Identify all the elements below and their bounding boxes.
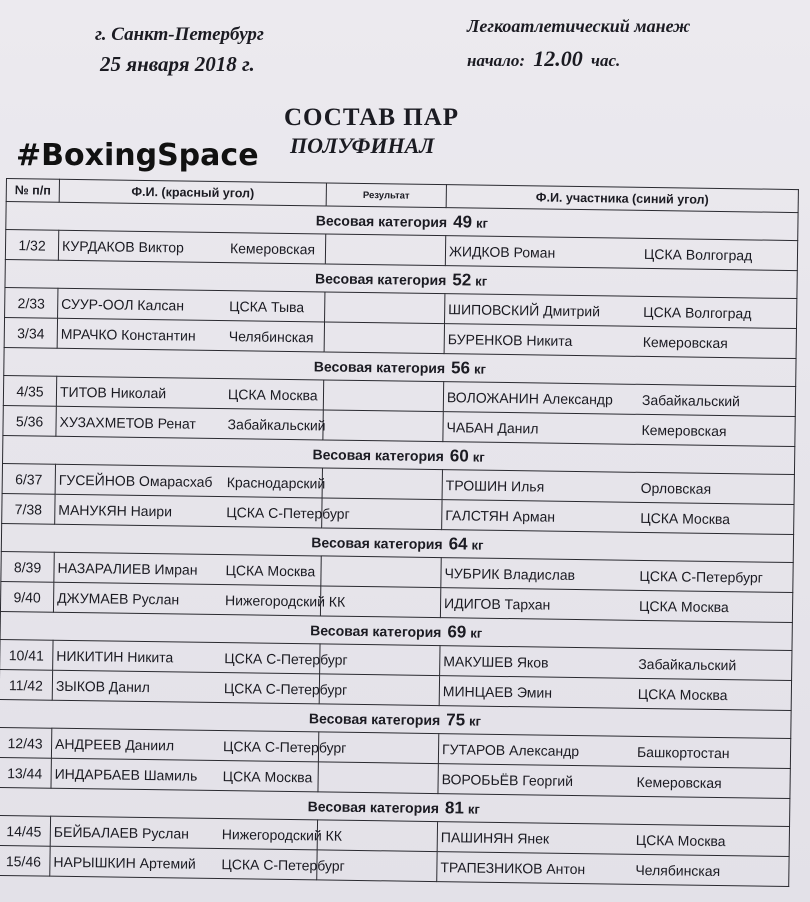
red-fighter-name: СУУР-ООЛ Калсан [61, 295, 185, 313]
red-fighter-team: ЦСКА Москва [227, 385, 318, 403]
red-corner-cell [56, 406, 326, 440]
blue-fighter-team: ЦСКА Москва [637, 685, 728, 703]
bout-number: 3/34 [4, 317, 57, 348]
blue-fighter-name: ГУТАРОВ Александр [441, 740, 580, 759]
col-header-blue: Ф.И. участника (синий угол) [446, 185, 798, 213]
header-venue: Легкоатлетический манеж [467, 16, 691, 36]
pairs-body [0, 202, 798, 887]
red-corner-cell [58, 288, 325, 322]
blue-corner-cell [441, 558, 793, 593]
blue-fighter-team: Кемеровская [641, 421, 727, 439]
red-fighter-team: ЦСКА Москва [225, 561, 316, 579]
col-header-result: Результат [326, 183, 446, 208]
red-corner-cell [53, 640, 348, 674]
result-cell [323, 410, 443, 442]
category-label: Весовая категория [314, 269, 447, 288]
result-cell [322, 468, 442, 500]
red-fighter-name: ТИТОВ Николай [59, 383, 167, 401]
red-fighter-team: Челябинская [228, 327, 314, 345]
category-unit: кг [469, 713, 482, 729]
bout-number: 9/40 [0, 581, 53, 612]
red-fighter-team: ЦСКА С-Петербург [222, 737, 347, 756]
red-fighter-name: НИКИТИН Никита [56, 647, 174, 665]
start-label: начало: [467, 51, 526, 70]
bout-number: 2/33 [5, 287, 58, 318]
category-label: Весовая категория [310, 621, 442, 640]
bout-number: 5/36 [3, 405, 56, 436]
blue-fighter-name: ЧАБАН Данил [446, 418, 539, 436]
blue-fighter-team: ЦСКА Москва [635, 831, 726, 849]
category-label: Весовая категория [311, 533, 443, 552]
category-unit: кг [472, 449, 485, 465]
blue-fighter-team: Башкортостан [636, 743, 730, 761]
blue-corner-cell [442, 470, 794, 505]
blue-corner-cell [445, 236, 797, 271]
blue-fighter-team: ЦСКА С-Петербург [639, 567, 763, 586]
red-corner-cell [55, 494, 350, 528]
hashtag-watermark: #BoxingSpace [16, 138, 259, 173]
category-label: Весовая категория [315, 211, 448, 230]
category-weight: 69 [447, 621, 467, 641]
red-corner-cell [54, 552, 321, 586]
blue-fighter-name: ТРОШИН Илья [445, 476, 545, 495]
page-subtitle: ПОЛУФИНАЛ [290, 133, 435, 158]
red-fighter-name: НАРЫШКИН Артемий [53, 853, 196, 872]
category-weight: 64 [448, 533, 468, 553]
bout-number: 1/32 [5, 230, 58, 261]
bout-number: 13/44 [0, 757, 51, 788]
red-corner-cell [51, 758, 318, 792]
red-fighter-name: ДЖУМАЕВ Руслан [57, 589, 180, 607]
red-corner-cell [51, 728, 347, 762]
category-weight: 49 [453, 211, 473, 232]
category-unit: кг [475, 273, 488, 289]
red-corner-cell [52, 670, 348, 704]
blue-fighter-name: ШИПОВСКИЙ Дмитрий [448, 300, 601, 319]
result-cell [324, 322, 444, 354]
blue-corner-cell [442, 500, 794, 535]
category-weight: 81 [444, 797, 465, 817]
category-label: Весовая категория [313, 357, 446, 376]
red-fighter-name: МРАЧКО Константин [60, 325, 196, 344]
red-fighter-name: ЗЫКОВ Данил [55, 677, 150, 695]
result-cell [325, 234, 445, 266]
bout-number: 10/41 [0, 639, 53, 670]
page-title: СОСТАВ ПАР [284, 104, 460, 131]
bout-number: 8/39 [1, 551, 54, 582]
red-fighter-team: ЦСКА С-Петербург [224, 649, 348, 668]
blue-fighter-name: ВОЛОЖАНИН Александр [446, 388, 613, 407]
col-header-num: № п/п [6, 179, 59, 203]
blue-corner-cell [444, 324, 796, 359]
blue-fighter-team: Орловская [640, 479, 712, 497]
blue-fighter-name: ПАШИНЯН Янек [440, 828, 550, 847]
red-fighter-team: Забайкальский [227, 415, 326, 433]
blue-corner-cell [445, 294, 797, 329]
red-corner-cell [58, 230, 325, 264]
category-weight: 56 [450, 357, 471, 377]
red-fighter-name: АНДРЕЕВ Даниил [55, 735, 175, 753]
red-fighter-name: НАЗАРАЛИЕВ Имран [57, 559, 198, 578]
category-unit: кг [467, 801, 480, 817]
header-start [467, 46, 620, 72]
red-fighter-team: ЦСКА С-Петербург [221, 855, 345, 874]
blue-corner-cell [437, 852, 789, 887]
blue-corner-cell [439, 676, 791, 711]
blue-corner-cell [443, 412, 795, 447]
result-cell [323, 380, 443, 412]
category-label: Весовая категория [307, 797, 440, 816]
category-label: Весовая категория [308, 709, 441, 728]
red-fighter-team: ЦСКА Тыва [229, 297, 305, 315]
blue-fighter-team: Кемеровская [642, 333, 728, 351]
blue-fighter-team: ЦСКА Москва [638, 597, 729, 615]
red-corner-cell [50, 846, 345, 880]
blue-fighter-team: Забайкальский [641, 391, 741, 409]
blue-fighter-name: ГАЛСТЯН Арман [445, 506, 556, 525]
red-fighter-name: МАНУКЯН Наири [58, 501, 173, 519]
result-cell [321, 556, 441, 588]
blue-fighter-name: ИДИГОВ Тархан [444, 594, 551, 613]
blue-fighter-team: ЦСКА Москва [640, 509, 731, 527]
result-cell [318, 762, 438, 794]
header-city: г. Санкт-Петербург [95, 24, 264, 45]
blue-fighter-name: ЖИДКОВ Роман [448, 242, 556, 261]
category-label: Весовая категория [312, 445, 444, 464]
red-fighter-name: ИНДАРБАЕВ Шамиль [54, 765, 198, 784]
col-header-red: Ф.И. (красный угол) [59, 179, 326, 206]
red-corner-cell [53, 582, 346, 616]
blue-fighter-name: ТРАПЕЗНИКОВ Антон [440, 858, 586, 877]
blue-fighter-team: ЦСКА Волгоград [643, 245, 753, 263]
red-fighter-team: Краснодарский [226, 473, 326, 491]
blue-fighter-name: ВОРОБЬЁВ Георгий [441, 770, 574, 789]
blue-fighter-team: ЦСКА Волгоград [643, 303, 752, 321]
bout-number: 12/43 [0, 727, 52, 758]
start-unit: час. [591, 51, 621, 70]
blue-corner-cell [440, 588, 792, 623]
blue-fighter-name: МАКУШЕВ Яков [443, 652, 549, 671]
blue-fighter-team: Забайкальский [638, 655, 737, 673]
red-corner-cell [56, 376, 323, 410]
blue-fighter-name: ЧУБРИК Владислав [444, 564, 576, 583]
red-fighter-team: ЦСКА С-Петербург [226, 503, 350, 522]
header-date: 25 января 2018 г. [100, 52, 255, 76]
red-corner-cell [55, 464, 326, 498]
blue-fighter-team: Челябинская [635, 861, 721, 879]
start-time: 12.00 [533, 46, 583, 71]
blue-corner-cell [438, 734, 790, 769]
red-corner-cell [50, 816, 343, 850]
bout-number: 11/42 [0, 669, 53, 700]
category-unit: кг [471, 537, 484, 553]
bout-number: 4/35 [3, 375, 56, 406]
bout-number: 7/38 [2, 493, 55, 524]
red-corner-cell [57, 318, 324, 352]
result-cell [325, 292, 445, 324]
category-unit: кг [470, 625, 483, 641]
red-fighter-team: Нижегородский КК [221, 825, 343, 844]
blue-corner-cell [443, 382, 795, 417]
bout-number: 6/37 [2, 463, 55, 494]
bout-number: 14/45 [0, 815, 51, 846]
red-fighter-team: Кемеровская [229, 239, 316, 257]
bout-number: 15/46 [0, 845, 50, 876]
red-fighter-team: ЦСКА С-Петербург [223, 679, 348, 698]
red-fighter-name: ГУСЕЙНОВ Омарасхаб [58, 471, 213, 490]
red-fighter-team: ЦСКА Москва [222, 767, 313, 785]
blue-fighter-team: Кемеровская [636, 773, 722, 791]
pairs-table [0, 178, 799, 887]
red-fighter-team: Нижегородский КК [225, 591, 346, 610]
category-weight: 60 [449, 445, 469, 465]
category-unit: кг [473, 361, 487, 377]
blue-corner-cell [437, 822, 789, 857]
blue-fighter-name: БУРЕНКОВ Никита [447, 330, 573, 349]
category-weight: 75 [446, 709, 466, 729]
red-fighter-name: ХУЗАХМЕТОВ Ренат [59, 413, 196, 432]
blue-corner-cell [440, 646, 792, 681]
category-unit: кг [475, 215, 489, 231]
red-fighter-name: БЕЙБАЛАЕВ Руслан [53, 823, 190, 842]
blue-fighter-name: МИНЦАЕВ Эмин [442, 682, 553, 701]
blue-corner-cell [438, 764, 790, 799]
red-fighter-name: КУРДАКОВ Виктор [61, 237, 184, 255]
category-weight: 52 [452, 269, 472, 290]
